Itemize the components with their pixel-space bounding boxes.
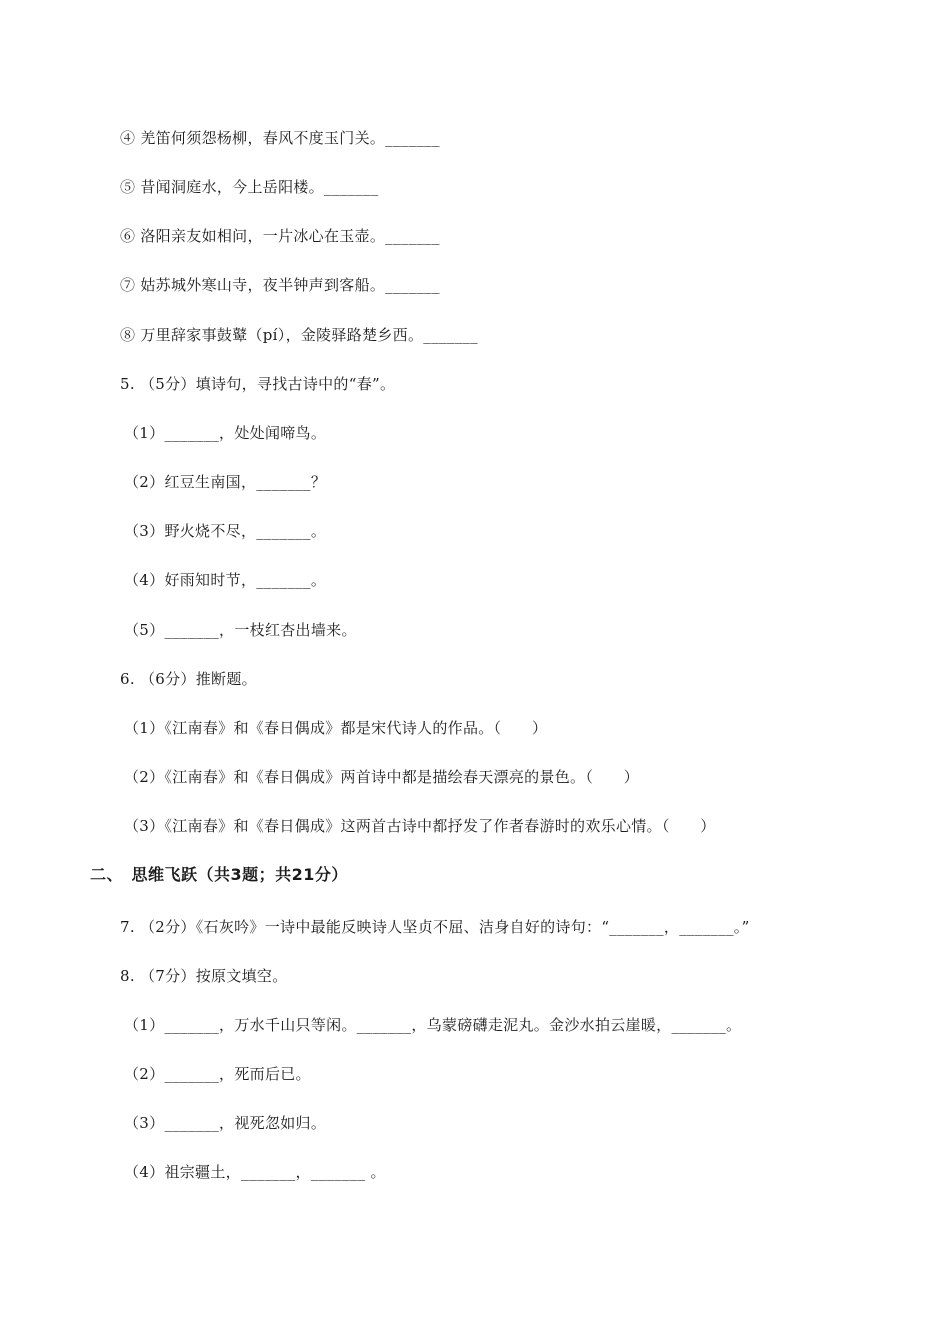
poem-line-4: ④ 羌笛何须怨杨柳，春风不度玉门关。_______ xyxy=(120,129,440,147)
section-2-heading: 二、 思维飞跃（共3题；共21分） xyxy=(90,865,348,884)
question-8-stem: 8. （7分）按原文填空。 xyxy=(120,967,288,985)
question-5-stem: 5. （5分）填诗句，寻找古诗中的“春”。 xyxy=(120,375,396,393)
question-8-item-1: （1）_______，万水千山只等闲。_______，乌蒙磅礴走泥丸。金沙水拍云崖暖，_______。 xyxy=(124,1016,742,1034)
question-6-item-2: （2）《江南春》和《春日偶成》两首诗中都是描绘春天漂亮的景色。（ ） xyxy=(124,768,640,786)
poem-line-5: ⑤ 昔闻洞庭水，今上岳阳楼。_______ xyxy=(120,178,379,196)
question-5-item-5: （5）_______，一枝红杏出墙来。 xyxy=(124,621,357,639)
question-7-stem: 7. （2分）《石灰吟》一诗中最能反映诗人坚贞不屈、洁身自好的诗句：“_______，_______。” xyxy=(120,918,750,936)
question-6-item-1: （1）《江南春》和《春日偶成》都是宋代诗人的作品。（ ） xyxy=(124,719,548,737)
poem-line-7: ⑦ 姑苏城外寒山寺，夜半钟声到客船。_______ xyxy=(120,276,440,294)
question-6-item-3: （3）《江南春》和《春日偶成》这两首古诗中都抒发了作者春游时的欢乐心情。（ ） xyxy=(124,817,716,835)
poem-line-6: ⑥ 洛阳亲友如相问，一片冰心在玉壶。_______ xyxy=(120,227,440,245)
question-5-item-4: （4）好雨知时节，_______。 xyxy=(124,571,327,589)
question-8-item-4: （4）祖宗疆土，_______，_______ 。 xyxy=(124,1163,386,1181)
question-8-item-2: （2）_______，死而后已。 xyxy=(124,1065,311,1083)
question-6-stem: 6. （6分）推断题。 xyxy=(120,670,257,688)
question-8-item-3: （3）_______，视死忽如归。 xyxy=(124,1114,327,1132)
poem-line-8: ⑧ 万里辞家事鼓鼙（pí），金陵驿路楚乡西。_______ xyxy=(120,326,478,344)
question-5-item-1: （1）_______，处处闻啼鸟。 xyxy=(124,424,327,442)
question-5-item-2: （2）红豆生南国，_______？ xyxy=(124,473,327,491)
question-5-item-3: （3）野火烧不尽，_______。 xyxy=(124,522,327,540)
